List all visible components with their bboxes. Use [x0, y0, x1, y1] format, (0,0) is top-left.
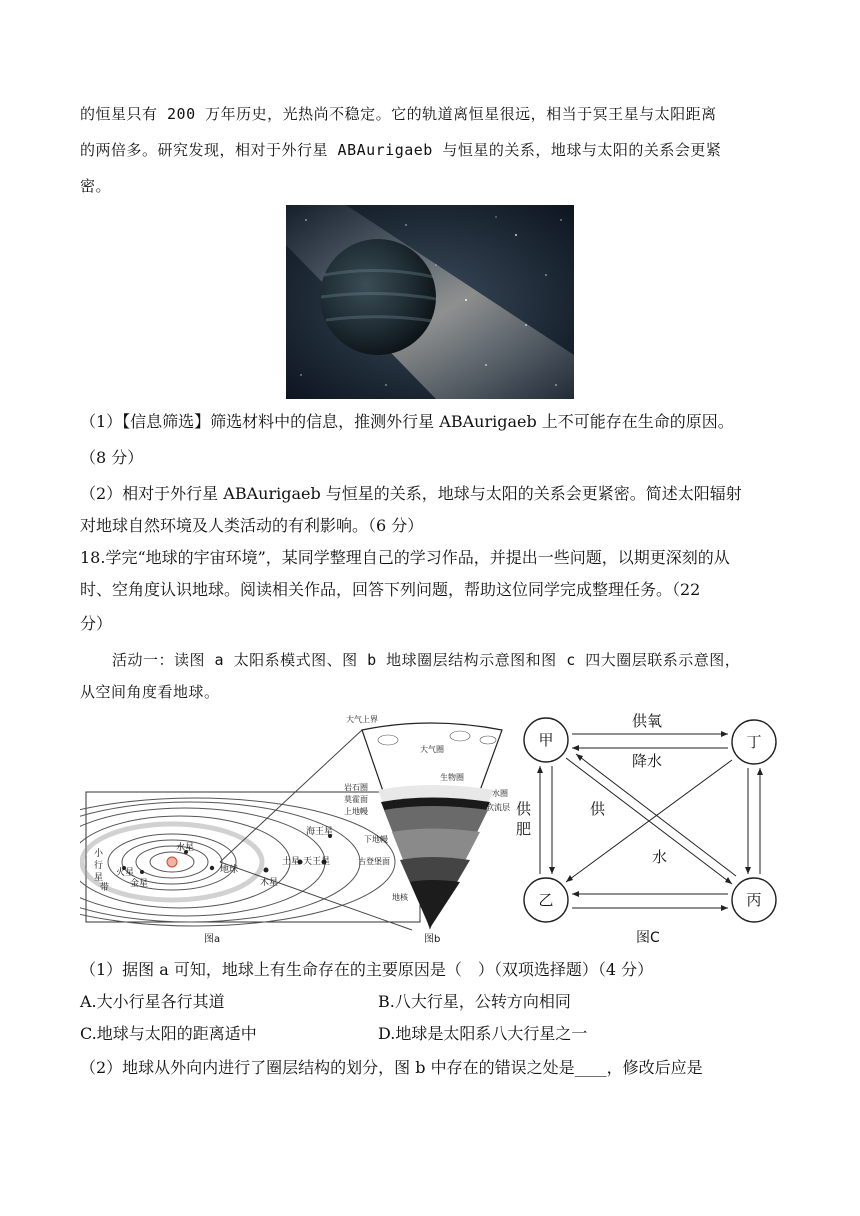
- label-neptune: 海王星: [306, 827, 334, 837]
- label-venus: 金星: [130, 879, 149, 889]
- activity-line-1: 活动一：读图 a 太阳系模式图、图 b 地球圈层结构示意图和图 c 四大圈层联系示意图，: [112, 651, 741, 669]
- label-supply-left: 供: [516, 800, 532, 818]
- label-supply-oxygen: 供氧: [632, 712, 663, 730]
- node-yi: 乙: [538, 891, 554, 909]
- q18-line-1: 18.学完“地球的宇宙环境”，某同学整理自己的学习作品，并提出一些问题，以期更深刻的从: [80, 548, 730, 567]
- figure-b-earth-layers: [344, 714, 510, 945]
- figure-a-caption: 图a: [204, 934, 221, 945]
- label-mars: 火星: [116, 868, 135, 878]
- label-fertilizer: 肥: [516, 820, 532, 838]
- label-uranus: 天王星: [303, 857, 331, 867]
- label-asthenosphere: 软流层: [486, 803, 510, 812]
- option-a: A.大小行星各行其道: [80, 992, 225, 1011]
- intro-line-2: 的两倍多。研究发现，相对于外行星 ABAurigaeb 与恒星的关系，地球与太阳的关系会更紧: [80, 141, 722, 159]
- q18-part2: （2）地球从外向内进行了圈层结构的划分，图 b 中存在的错误之处是____，修改后应是: [80, 1058, 703, 1077]
- label-biosphere: 生物圈: [440, 773, 464, 782]
- label-saturn: 土星: [282, 857, 301, 867]
- node-bing: 丙: [746, 891, 762, 909]
- option-c: C.地球与太阳的距离适中: [80, 1024, 257, 1043]
- exoplanet-image: [286, 205, 574, 399]
- label-moho: 莫霍面: [344, 795, 368, 804]
- label-core: 地核: [392, 893, 408, 902]
- label-asteroid-4: 带: [100, 883, 110, 893]
- label-earth: 地球: [220, 865, 239, 875]
- label-asteroid-2: 行: [94, 861, 104, 871]
- q18-line-2: 时、空角度认识地球。阅读相关作品，回答下列问题，帮助这位同学完成整理任务。（22: [80, 580, 701, 599]
- q17-part2-line2: 对地球自然环境及人类活动的有利影响。（6 分）: [80, 516, 424, 535]
- node-ding: 丁: [746, 733, 762, 751]
- q18-part1: （1）据图 a 可知，地球上有生命存在的主要原因是（ ）（双项选择题）（4 分）: [80, 960, 654, 979]
- label-water-center: 水: [652, 848, 668, 866]
- figure-abc: [80, 710, 780, 950]
- q17-part1-line2: （8 分）: [80, 448, 144, 467]
- intro-line-3: 密。: [80, 177, 112, 195]
- label-asteroid-1: 小: [94, 849, 104, 859]
- q17-part1-line1: （1）【信息筛选】筛选材料中的信息，推测外行星 ABAurigaeb 上不可能存在生命的原因。: [80, 412, 734, 431]
- label-supply-center: 供: [590, 800, 606, 818]
- q18-line-3: 分）: [80, 614, 113, 633]
- label-lithosphere: 岩石圈: [344, 783, 368, 792]
- activity-line-2: 从空间角度看地球。: [80, 683, 220, 701]
- label-lower-mantle: 下地幔: [364, 835, 388, 844]
- q17-part2-line1: （2）相对于外行星 ABAurigaeb 与恒星的关系，地球与太阳的关系会更紧密。简述太阳辐射: [80, 484, 742, 503]
- figure-c-caption: 图C: [636, 930, 660, 946]
- label-hydrosphere: 水圈: [492, 789, 508, 798]
- node-jia: 甲: [538, 731, 554, 749]
- label-atmosphere: 大气圈: [420, 745, 444, 754]
- option-d: D.地球是太阳系八大行星之一: [378, 1024, 588, 1043]
- intro-line-1: 的恒星只有 200 万年历史，光热尚不稳定。它的轨道离恒星很远，相当于冥王星与太阳距离: [80, 105, 717, 123]
- label-upper-mantle: 上地幔: [344, 807, 368, 816]
- label-gutenberg: 古登堡面: [358, 857, 390, 866]
- label-precipitation: 降水: [632, 752, 663, 770]
- label-atmosphere-top: 大气上界: [346, 715, 378, 724]
- figure-b-caption: 图b: [424, 934, 441, 945]
- option-b: B.八大行星，公转方向相同: [378, 992, 571, 1011]
- figure-c-spheres-relation: [516, 712, 776, 946]
- label-jupiter: 木星: [260, 878, 279, 888]
- label-mercury: 水星: [176, 843, 195, 853]
- label-asteroid-3: 星: [94, 873, 104, 883]
